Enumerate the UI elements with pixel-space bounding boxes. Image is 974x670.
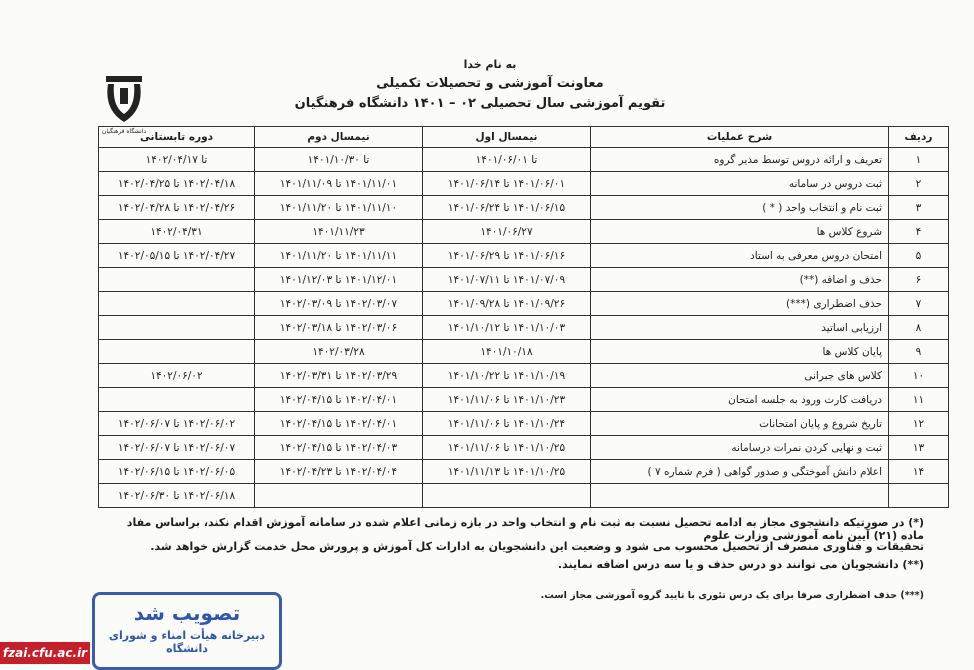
cell-sem2: ۱۴۰۱/۱۲/۰۱ تا ۱۴۰۱/۱۲/۰۳ — [255, 268, 423, 292]
cell-summer: ۱۴۰۲/۰۶/۱۸ تا ۱۴۰۲/۰۶/۳۰ — [99, 484, 255, 508]
cell-summer — [99, 268, 255, 292]
note-3: (**) دانشجویان می توانند دو درس حذف و یا سه درس اضافه نمایند. — [557, 558, 924, 571]
cell-idx: ۱۱ — [889, 388, 949, 412]
cell-sem2: ۱۴۰۲/۰۳/۰۶ تا ۱۴۰۲/۰۳/۱۸ — [255, 316, 423, 340]
cell-idx: ۱۳ — [889, 436, 949, 460]
cell-desc: کلاس های جبرانی — [591, 364, 889, 388]
table-row — [99, 268, 949, 292]
cell-idx: ۴ — [889, 220, 949, 244]
cell-sem1: ۱۴۰۱/۱۰/۲۵ تا ۱۴۰۱/۱۱/۰۶ — [423, 436, 591, 460]
cell-sem1: ۱۴۰۱/۰۶/۱۶ تا ۱۴۰۱/۰۶/۲۹ — [423, 244, 591, 268]
cell-idx: ۱۰ — [889, 364, 949, 388]
table-row — [99, 364, 949, 388]
cell-sem1: ۱۴۰۱/۰۶/۰۱ تا ۱۴۰۱/۰۶/۱۴ — [423, 172, 591, 196]
cell-sem1 — [423, 484, 591, 508]
bismillah: به نام خدا — [463, 58, 517, 71]
header-sem2: نیمسال دوم — [255, 127, 423, 148]
cell-sem2: ۱۴۰۱/۱۱/۱۰ تا ۱۴۰۱/۱۱/۲۰ — [255, 196, 423, 220]
table-row — [99, 196, 949, 220]
note-5: (***) حذف اضطراری صرفا برای یک درس تئوری با تایید گروه آموزشی مجاز است. — [540, 590, 924, 601]
cell-summer: ۱۴۰۲/۰۴/۲۶ تا ۱۴۰۲/۰۴/۲۸ — [99, 196, 255, 220]
table-row — [99, 316, 949, 340]
cell-desc: پایان کلاس ها — [591, 340, 889, 364]
cell-summer: ۱۴۰۲/۰۴/۳۱ — [99, 220, 255, 244]
cell-idx: ۱۲ — [889, 412, 949, 436]
academic-calendar-table — [98, 126, 949, 508]
cell-sem1: ۱۴۰۱/۱۰/۱۸ — [423, 340, 591, 364]
cell-sem1: ۱۴۰۱/۱۰/۲۳ تا ۱۴۰۱/۱۱/۰۶ — [423, 388, 591, 412]
table-row — [99, 220, 949, 244]
cell-sem1: تا ۱۴۰۱/۰۶/۰۱ — [423, 148, 591, 172]
cell-sem1: ۱۴۰۱/۱۰/۱۹ تا ۱۴۰۱/۱۰/۲۲ — [423, 364, 591, 388]
stamp-title: تصویب شد — [133, 601, 241, 625]
cell-sem2: ۱۴۰۲/۰۴/۰۱ تا ۱۴۰۲/۰۴/۱۵ — [255, 412, 423, 436]
cell-desc: ثبت دروس در سامانه — [591, 172, 889, 196]
cell-desc: اعلام دانش آموختگی و صدور گواهی ( فرم شماره ۷ ) — [591, 460, 889, 484]
cell-summer: ۱۴۰۲/۰۴/۲۷ تا ۱۴۰۲/۰۵/۱۵ — [99, 244, 255, 268]
cell-summer: ۱۴۰۲/۰۶/۰۷ تا ۱۴۰۲/۰۶/۰۷ — [99, 436, 255, 460]
cell-sem2: ۱۴۰۱/۱۱/۲۳ — [255, 220, 423, 244]
table-row — [99, 148, 949, 172]
table-row — [99, 340, 949, 364]
cell-summer — [99, 388, 255, 412]
cell-desc: امتحان دروس معرفی به استاد — [591, 244, 889, 268]
cell-idx: ۲ — [889, 172, 949, 196]
cell-idx: ۹ — [889, 340, 949, 364]
table-row — [99, 292, 949, 316]
cell-sem2: ۱۴۰۲/۰۳/۰۷ تا ۱۴۰۲/۰۳/۰۹ — [255, 292, 423, 316]
page-title: تقویم آموزشی سال تحصیلی ۰۲ – ۱۴۰۱ دانشگاه فرهنگیان — [294, 96, 666, 111]
cell-desc — [591, 484, 889, 508]
cell-sem2: ۱۴۰۲/۰۴/۰۳ تا ۱۴۰۲/۰۴/۱۵ — [255, 436, 423, 460]
cell-sem2: ۱۴۰۲/۰۴/۰۴ تا ۱۴۰۲/۰۴/۲۳ — [255, 460, 423, 484]
cell-idx — [889, 484, 949, 508]
cell-desc: ثبت نام و انتخاب واحد ( * ) — [591, 196, 889, 220]
cell-summer: ۱۴۰۲/۰۶/۰۲ تا ۱۴۰۲/۰۶/۰۷ — [99, 412, 255, 436]
cell-idx: ۵ — [889, 244, 949, 268]
cell-sem1: ۱۴۰۱/۱۰/۲۵ تا ۱۴۰۱/۱۱/۱۳ — [423, 460, 591, 484]
cell-desc: شروع کلاس ها — [591, 220, 889, 244]
cell-desc: ارزیابی اساتید — [591, 316, 889, 340]
header-desc: شرح عملیات — [591, 127, 889, 148]
cell-desc: ثبت و نهایی کردن نمرات درسامانه — [591, 436, 889, 460]
cell-idx: ۳ — [889, 196, 949, 220]
table-row — [99, 484, 949, 508]
cell-desc: حذف اضطراری (***) — [591, 292, 889, 316]
cell-sem2: ۱۴۰۱/۱۱/۰۱ تا ۱۴۰۱/۱۱/۰۹ — [255, 172, 423, 196]
site-brand[interactable]: fzai.cfu.ac.ir — [0, 642, 90, 664]
cell-sem1: ۱۴۰۱/۱۰/۲۴ تا ۱۴۰۱/۱۱/۰۶ — [423, 412, 591, 436]
cell-idx: ۱ — [889, 148, 949, 172]
header-idx: ردیف — [889, 127, 949, 148]
cell-desc: تاریخ شروع و پایان امتحانات — [591, 412, 889, 436]
cell-idx: ۸ — [889, 316, 949, 340]
table-row — [99, 172, 949, 196]
cell-idx: ۱۴ — [889, 460, 949, 484]
cell-summer: ۱۴۰۲/۰۴/۱۸ تا ۱۴۰۲/۰۴/۲۵ — [99, 172, 255, 196]
table-row — [99, 412, 949, 436]
cell-sem1: ۱۴۰۱/۰۶/۲۷ — [423, 220, 591, 244]
note-1: (*) در صورتیکه دانشجوی مجاز به ادامه تحصیل نسبت به ثبت نام و انتخاب واحد در بازه زمانی اعلام شده در سامانه آموزش اقدام نکند، براساس مفاد ماده (۲۱) آیین نامه آموزشی وزارت علوم — [126, 516, 924, 542]
note-2: تحقیقات و فناوری منصرف از تحصیل محسوب می شود و وضعیت این دانشجویان به ادارات کل آموزش و پرورش محل خدمت گزارش خواهد شد. — [150, 540, 924, 553]
cell-sem2 — [255, 484, 423, 508]
cell-summer — [99, 340, 255, 364]
cell-sem2: ۱۴۰۲/۰۳/۲۸ — [255, 340, 423, 364]
table-row — [99, 436, 949, 460]
header-sem1: نیمسال اول — [423, 127, 591, 148]
cell-desc: تعریف و ارائه دروس توسط مدیر گروه — [591, 148, 889, 172]
cell-summer: تا ۱۴۰۲/۰۴/۱۷ — [99, 148, 255, 172]
cell-idx: ۷ — [889, 292, 949, 316]
approval-stamp — [92, 592, 282, 670]
table-row — [99, 388, 949, 412]
cell-summer: ۱۴۰۲/۰۶/۰۵ تا ۱۴۰۲/۰۶/۱۵ — [99, 460, 255, 484]
office-title: معاونت آموزشی و تحصیلات تکمیلی — [376, 76, 604, 91]
cell-idx: ۶ — [889, 268, 949, 292]
cell-desc: دریافت کارت ورود به جلسه امتحان — [591, 388, 889, 412]
cell-sem1: ۱۴۰۱/۱۰/۰۳ تا ۱۴۰۱/۱۰/۱۲ — [423, 316, 591, 340]
stamp-subtitle: دبیرخانه هیأت امناء و شورای دانشگاه — [108, 629, 266, 655]
cell-sem2: ۱۴۰۲/۰۳/۲۹ تا ۱۴۰۲/۰۳/۳۱ — [255, 364, 423, 388]
cell-desc: حذف و اضافه (**) — [591, 268, 889, 292]
cell-summer: ۱۴۰۲/۰۶/۰۲ — [99, 364, 255, 388]
cell-sem2: ۱۴۰۲/۰۴/۰۱ تا ۱۴۰۲/۰۴/۱۵ — [255, 388, 423, 412]
table-row — [99, 460, 949, 484]
cell-sem1: ۱۴۰۱/۰۶/۱۵ تا ۱۴۰۱/۰۶/۲۴ — [423, 196, 591, 220]
header-summer: دوره تابستانی — [99, 127, 255, 148]
cell-summer — [99, 316, 255, 340]
cell-sem2: ۱۴۰۱/۱۱/۱۱ تا ۱۴۰۱/۱۱/۲۰ — [255, 244, 423, 268]
logo-caption: دانشگاه فرهنگیان — [101, 128, 147, 135]
cell-sem2: تا ۱۴۰۱/۱۰/۳۰ — [255, 148, 423, 172]
cell-sem1: ۱۴۰۱/۰۹/۲۶ تا ۱۴۰۱/۰۹/۲۸ — [423, 292, 591, 316]
table-row — [99, 244, 949, 268]
cell-sem1: ۱۴۰۱/۰۷/۰۹ تا ۱۴۰۱/۰۷/۱۱ — [423, 268, 591, 292]
cell-summer — [99, 292, 255, 316]
